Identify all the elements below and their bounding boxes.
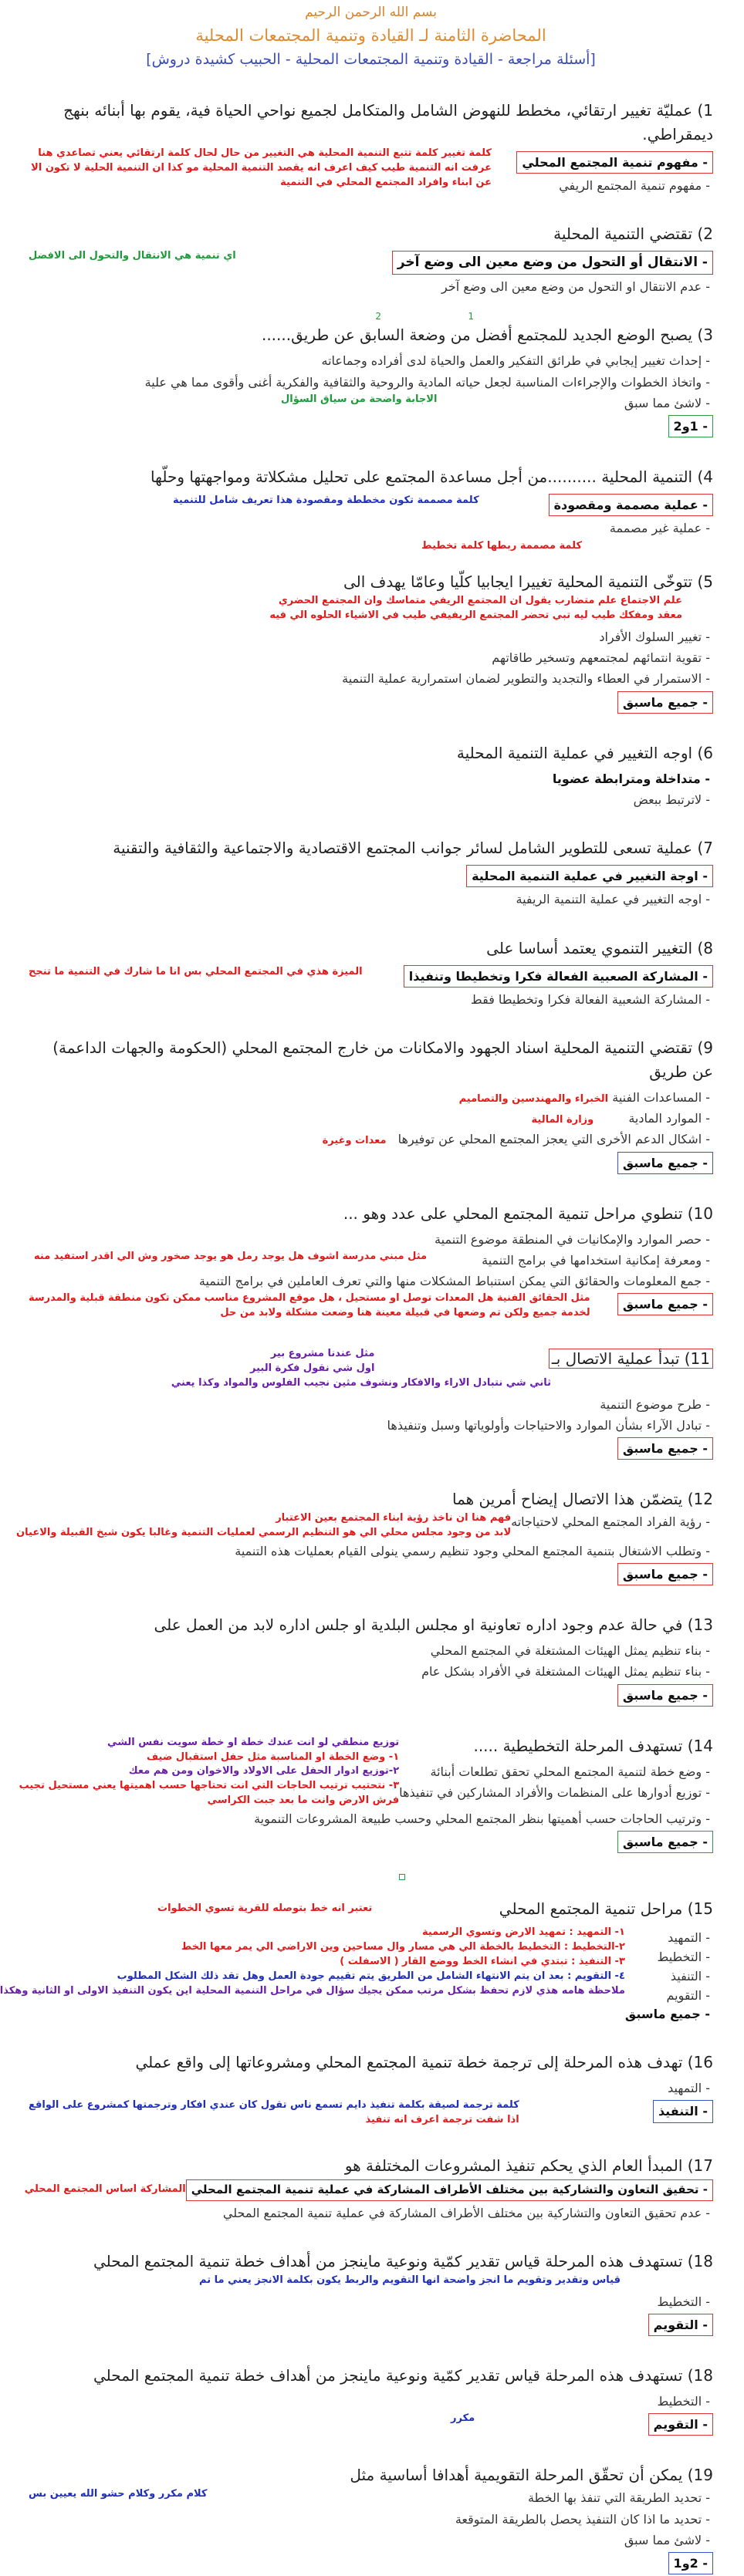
question-5-note-2: معقد ومفكك طيب ليه تبي تحضر المجتمع الريفيفي طيب في الاشياء الحلوه الي فيه <box>269 609 682 622</box>
question-11-text: 11) تبدأ عملية الاتصال بـ <box>549 1349 713 1369</box>
question-2-answer: - الانتقال أو التحول من وضع معين الى وضع آخر <box>392 251 713 275</box>
lecture-title: المحاضرة الثامنة لـ القيادة وتنمية المجتمعات المحلية <box>195 26 546 45</box>
question-18-repeat-option-1: - التخطيط <box>657 2394 710 2409</box>
question-10-option-3: - جمع المعلومات والحقائق التي يمكن استنباط المشكلات منها والتي تعرف العاملين في برامج التنمية <box>198 1274 710 1289</box>
bismillah: بسم الله الرحمن الرحيم <box>305 5 437 20</box>
question-12-text: 12) يتضمّن هذا الاتصال إيضاح أمرين هما <box>451 1490 713 1509</box>
question-1-note: كلمة تغيير كلمة تتبع التنمية المحلية هي التغيير من حال لحال كلمة ارتقائي يعني تصاعدي هنا عرفت انه التنمية طيب كيف اعرف انه يقصد التنمية المحلية مو كذا ان التنمية الحلية لا تكون الا عن ابناء وافراد المجتمع المحلي في التنمية <box>31 147 492 188</box>
lecture-subtitle: [أسئلة مراجعة - القيادة وتنمية المجتمعات المحلية - الحبيب كشيدة دروش] <box>146 51 596 68</box>
question-10-option-1: - حصر الموارد والإمكانيات في المنطقة موضوع التنمية <box>435 1231 710 1247</box>
question-5-note-1: علم الاجتماع علم متضارب يقول ان المجتمع الريفي متماسك وان المجتمع الحضري <box>278 595 682 607</box>
question-17-text: 17) المبدأ العام الذي يحكم تنفيذ المشروعات المختلفة هو <box>344 2156 713 2176</box>
question-9-option-1-note: الخبراء والمهندسين والتصاميم <box>458 1092 609 1105</box>
question-9-answer: - جميع ماسبق <box>617 1152 713 1174</box>
question-5 <box>29 570 713 714</box>
question-9-option-2: - الموارد المادية <box>628 1111 710 1126</box>
question-11-option-2: - تبادل الآراء بشأن الموارد والاحتياجات وأولوياتها وسبل وتنفيذها <box>387 1417 710 1433</box>
question-3-mark-1: 1 <box>468 311 474 322</box>
question-6-text: 6) اوجه التغيير في عملية التنمية المحلية <box>456 743 713 762</box>
question-4-answer: - عملية مصممة ومقصودة <box>549 494 713 516</box>
question-14-note-2: ١- وضع الخطة او المناسبة مثل حفل استقبال ضيف <box>147 1751 400 1763</box>
question-3-note: الاجابة واضحة من سياق السؤال <box>281 393 438 405</box>
question-12-option-1: - رؤية الفراد المجتمع المحلي لاحتياجاته <box>511 1514 710 1530</box>
question-10-note-2: مثل الحقائق الفنية هل المعدات توصل او مستحيل ، هل موقع المشروع مناسب ممكن تكون منطقة قبلية والمدرسة <box>29 1292 590 1305</box>
question-17-note: المشاركة اساس المجتمع المحلي <box>24 2183 186 2196</box>
question-16-note-2: اذا شفت ترجمة اعرف انه تنفيذ <box>365 2114 519 2126</box>
question-11-option-1: - طرح موضوع التنمية <box>600 1396 710 1412</box>
question-11-answer: - جميع ماسبق <box>617 1437 713 1460</box>
question-6-option-2: - لاترتبط ببعض <box>633 792 710 808</box>
question-11-note-1: مثل عندنا مشروع بير <box>270 1347 375 1359</box>
question-19-option-1: - تحديد الطريقة التي تنفذ بها الخطة <box>527 2490 710 2506</box>
question-8 <box>29 937 713 1010</box>
question-15-note-5: ملاحظة هامه هذي لازم تحفظ بشكل مرتب ممكن يجيك سؤال في مراحل التنمية المحلية اين يكون التنفيذ الاولى او الثانية وهكذا <box>0 1984 625 1997</box>
green-square-mark <box>399 1874 405 1880</box>
question-16-answer: - التنفيذ <box>653 2100 713 2122</box>
question-1-answer: - مفهوم تنمية المجتمع المحلي <box>516 151 713 174</box>
question-3 <box>29 311 713 439</box>
question-12-answer: - جميع ماسبق <box>617 1563 713 1585</box>
question-10-answer: - جميع ماسبق <box>617 1293 713 1315</box>
question-3-mark-2: 2 <box>375 311 381 322</box>
question-9-option-3-note: معدات وغيرة <box>322 1135 387 1147</box>
question-3-option-2: - واتخاذ الخطوات والإجراءات المناسبة لجعل حياته المادية والروحية والثقافية والفكرية أغنى وأقوى مما هي علية <box>144 374 710 390</box>
question-2 <box>29 222 713 297</box>
question-12 <box>16 1487 713 1587</box>
question-14-option-3: - وترتيب الحاجات حسب أهميتها بنظر المجتمع المحلي وحسب طبيعة المشروعات التنموية <box>254 1811 710 1826</box>
question-10 <box>29 1202 713 1321</box>
question-14-note-5: فرش الارض وانت ما بعد جبت الكراسي <box>207 1794 400 1807</box>
question-6-answer: - متداخلة ومترابطة عضويا <box>552 771 710 786</box>
question-16-option-1: - التمهيد <box>668 2081 710 2096</box>
question-3-answer: - 1و2 <box>668 415 713 437</box>
question-12-note-1: فهم هنا ان ناخذ رؤية ابناء المجتمع بعين الاعتبار <box>276 1512 512 1524</box>
question-9-option-2-note: وزارة المالية <box>531 1114 594 1126</box>
question-14-note-3: ٢-توزيع ادوار الحفل على الاولاد والاخوان ومن هم معك <box>128 1765 400 1778</box>
question-16-text: 16) تهدف هذه المرحلة إلى ترجمة خطة تنمية المجتمع المحلي ومشروعاتها إلى واقع عملي <box>135 2053 713 2072</box>
question-15-step-1: - التمهيد <box>668 1930 710 1946</box>
question-15-note-3: ٣- التنفيذ : تبتدي في انشاء الخط ووضع القار ( الاسفلت ) <box>340 1955 625 1967</box>
question-16 <box>29 2051 713 2128</box>
question-10-note-3: لخدمة جميع ولكن تم وضعها في قبيلة معينة هنا وضعت مشكلة ولابد من حل <box>220 1307 590 1319</box>
question-12-note-2: لابد من وجود مجلس محلي الي هو التنظيم الرسمي لعمليات التنمية وغالبا يكون شيخ القبيلة والاعيان <box>16 1526 512 1538</box>
question-8-note: الميزة هذي في المجتمع المحلي بس انا ما شارك في التنمية ما تنجح <box>29 965 363 977</box>
question-18 <box>29 2250 713 2338</box>
question-13-text: 13) في حالة عدم وجود اداره تعاونية او مجلس البلدية او جلس اداره لابد من العمل على <box>154 1615 713 1635</box>
question-8-answer: - المشاركة الصعبية الفعالة فكرا وتخطيطا وتنفيذا <box>404 965 713 988</box>
question-14-option-1: - وضع خطة لتنمية المجتمع المحلي تحقق تطلعات أبنائة <box>430 1764 710 1779</box>
question-1-text: 1) عمليّة تغيير ارتقائي، مخطط للنهوض الشامل والمتكامل لجميع نواحي الحياة فية، يقوم بها أبنائه بنهج ديمقراطي. <box>63 101 713 143</box>
question-13-answer: - جميع ماسبق <box>617 1684 713 1707</box>
question-18-repeat-text: 18) تستهدف هذه المرحلة قياس تقدير كمّية ونوعية ماينجز من أهداف خطة تنمية المجتمع المحلي <box>93 2366 713 2385</box>
question-3-option-1: - إحداث تغيير إيجابي في طرائق التفكير والعمل والحياة لدى أفراده وجماعاته <box>321 353 710 369</box>
question-9-option-1: - المساعدات الفنية <box>612 1089 710 1105</box>
question-9-text: 9) تقتضي التنمية المحلية اسناد الجهود والامكانات من خارج المجتمع المحلي (الحكومة والجهات الداعمة) عن طريق <box>52 1038 713 1081</box>
question-17 <box>24 2154 713 2223</box>
question-5-text: 5) تتوخّى التنمية المحلية تغييرا ايجابيا كلّيا وعامّا يهدف الى <box>343 572 713 592</box>
question-4-note-1: كلمة مصممة تكون مخططة ومقصودة هذا تعريف شامل للتنمية <box>173 495 479 507</box>
question-9-option-3: - اشكال الدعم الأخرى التي يعجز المجتمع المحلي عن توفيرها <box>397 1132 710 1147</box>
question-9 <box>29 1036 713 1176</box>
question-15-text: 15) مراحل تنمية المجتمع المحلي <box>499 1899 713 1919</box>
question-14 <box>19 1734 713 1884</box>
question-18-note: قياس وتقدير وتقويم ما انجز واضحة انها التقويم والربط يكون بكلمة الانجز يعني ما تم <box>199 2274 621 2286</box>
question-15-step-2: - التخطيط <box>657 1950 710 1965</box>
question-19-text: 19) يمكن أن تحقّق المرحلة التقويمية أهدافا أساسية مثل <box>350 2466 713 2485</box>
question-18-text: 18) تستهدف هذه المرحلة قياس تقدير كمّية ونوعية ماينجز من أهداف خطة تنمية المجتمع المحلي <box>93 2251 713 2270</box>
question-13-option-1: - بناء تنظيم يمثل الهيئات المشتغلة في المجتمع المحلي <box>430 1643 710 1659</box>
question-14-option-2: - توزيع أدوارها على المنظمات والأفراد المشاركين في تنفيذها <box>399 1784 710 1800</box>
question-2-note: اي تنمية هي الانتقال والتحول الى الافضل <box>29 250 236 262</box>
question-10-text: 10) تنطوي مراحل تنمية المجتمع المحلي على عدد وهو ... <box>343 1204 713 1223</box>
question-15-note-1: ١- التمهيد : تمهيد الارض وتسوي الرسمية <box>421 1926 625 1939</box>
question-4-note-2: كلمة مصممة ربطها كلمة تخطيط <box>421 539 582 552</box>
question-14-text: 14) تستهدف المرحلة التخطيطية ..... <box>473 1736 713 1755</box>
question-15 <box>0 1897 713 2024</box>
question-18-answer: - التقويم <box>648 2314 713 2336</box>
question-18-repeat-note: مكرر <box>451 2412 475 2425</box>
question-7-option-2: - اوجه التغيير في عملية التنمية الريفية <box>516 892 710 907</box>
question-3-text: 3) يصبح الوضع الجديد للمجتمع أفضل من وضعة السابق عن طريق...... <box>261 326 713 345</box>
question-18-repeat <box>29 2364 713 2437</box>
question-10-option-2: - ومعرفة إمكانية استخدامها في برامج التنمية <box>482 1252 710 1268</box>
question-17-answer: - تحقيق التعاون والتشاركية بين مختلف الأطراف المشاركة في عملية تنمية المجتمع المحلي <box>186 2179 713 2201</box>
question-13 <box>29 1613 713 1708</box>
question-17-option-2: - عدم تحقيق التعاون والتشاركية بين مختلف الأطراف المشاركة في عملية تنمية المجتمع المحلي <box>222 2205 710 2220</box>
question-3-option-3: - لاشئ مما سبق <box>624 395 710 410</box>
question-18-option-1: - التخطيط <box>657 2294 710 2309</box>
question-4-text: 4) التنمية المحلية ..........من أجل مساعدة المجتمع على تحليل مشكلاتة ومواجهتها وحلّها <box>150 468 713 487</box>
question-16-note-1: كلمة ترجمة لصيقة بكلمة تنفيذ دايم تسمع ناس تقول كان عندي افكار وترجمتها كمشروع على الواقع <box>29 2099 519 2112</box>
question-8-text: 8) التغيير التنموي يعتمد أساسا على <box>486 938 713 957</box>
question-19-note: كلام مكرر وكلام حشو الله يعيين بس <box>29 2488 208 2500</box>
question-13-option-2: - بناء تنظيم يمثل الهيئات المشتغلة في الأفراد بشكل عام <box>421 1664 710 1680</box>
question-4 <box>29 465 713 553</box>
question-19-option-2: - تحديد ما اذا كان التنفيذ يحصل بالطريقة المتوقعة <box>455 2511 710 2527</box>
question-11 <box>29 1347 713 1461</box>
question-5-option-3: - الاستمرار في العطاء والتجديد والتطوير لضمان استمرارية عملية التنمية <box>342 671 710 687</box>
question-15-note-2: ٢-التخطيط : التخطيط بالخطة الي هي مسار وال مساحين وين الاراضي الي يمر معها الخط <box>181 1941 625 1953</box>
question-7 <box>29 836 713 910</box>
question-5-option-2: - تقوية انتمائهم لمجتمعهم وتسخير طاقاتهم <box>492 650 710 666</box>
question-11-note-2: اول شي نقول فكرة البير <box>250 1362 375 1374</box>
question-15-note-4: ٤- التقويم : بعد ان يتم الانتهاء الشامل من الطريق يتم تقييم جودة العمل وهل تقد ذلك الشكل المطلوب <box>117 1970 625 1982</box>
question-2-option-2: - عدم الانتقال او التحول من وضع معين الى وضع آخر <box>441 279 710 295</box>
question-1-option-2: - مفهوم تنمية المجتمع الريفي <box>559 178 710 194</box>
question-19-option-3: - لاشئ مما سبق <box>624 2532 710 2547</box>
question-4-option-2: - عملية غير مصممة <box>609 521 710 536</box>
question-5-answer: - جميع ماسبق <box>617 691 713 714</box>
question-14-note-4: ٣- نتحتيب ترتيب الحاجات التي انت تحتاجها حسب اهميتها يعني مستحيل تجيب <box>19 1780 400 1792</box>
question-5-option-1: - تغيير السلوك الأفراد <box>599 630 710 645</box>
question-7-answer: - اوجة التغيير في عملية التنمية المحلية <box>466 865 713 887</box>
question-12-option-2: - وتطلب الاشتغال بتنمية المجتمع المحلي وجود تنظيم رسمي ينولى القيام بعمليات هذه التنمية <box>235 1543 710 1558</box>
question-15-header-note: تعتبر انه خط بتوصله للقرية تسوي الخطوات <box>157 1902 373 1915</box>
question-15-step-3: - التنفيذ <box>670 1968 710 1983</box>
question-15-step-5: - جميع ماسبق <box>624 2007 710 2022</box>
question-19 <box>29 2463 713 2576</box>
question-7-text: 7) عملية تسعى للتطوير الشامل لسائر جوانب المجتمع الاقتصادية والاجتماعية والثقافية والتقنية <box>113 839 713 858</box>
question-14-answer: - جميع ماسبق <box>617 1831 713 1853</box>
question-2-text: 2) تقتضي التنمية المحلية <box>553 225 713 244</box>
question-14-note-1: توزيع منطقي لو انت عندك خطة او خطة سويت نفس الشي <box>107 1736 400 1748</box>
question-19-answer: - 2و1 <box>668 2552 713 2574</box>
question-18-repeat-answer: - التقويم <box>648 2413 713 2436</box>
question-8-option-2: - المشاركة الشعبية الفعالة فكرا وتخطيطا فقط <box>470 991 710 1007</box>
question-15-step-4: - التقويم <box>666 1987 710 2003</box>
question-11-note-3: ثاني شي نتبادل الاراء والافكار ونشوف مثين نجيب الفلوس والمواد وكذا يعني <box>171 1376 551 1389</box>
question-10-note-1: مثل مبني مدرسة اشوف هل يوجد رمل هو يوجد صخور وش الي اقدر استفيد منه <box>34 1250 428 1262</box>
question-6 <box>29 741 713 810</box>
question-1 <box>29 99 713 196</box>
